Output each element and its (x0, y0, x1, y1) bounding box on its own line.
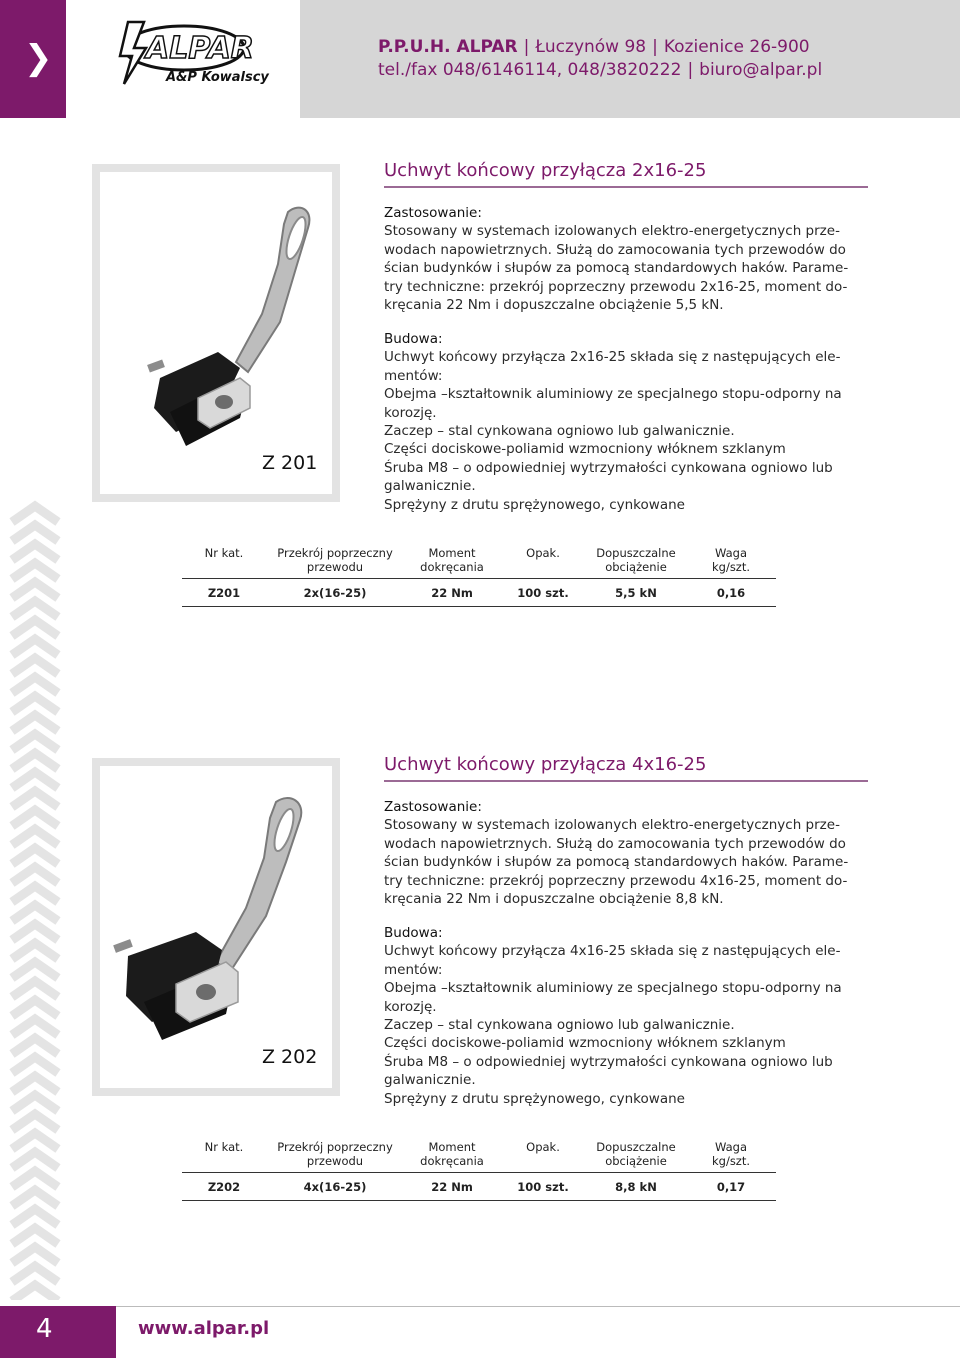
zastosowanie-heading: Zastosowanie: (384, 799, 482, 815)
col-przekroj: Przekrój poprzeczny przewodu (277, 1140, 393, 1168)
company-name: P.P.U.H. ALPAR (378, 37, 518, 57)
zastosowanie-line: Stosowany w systemach izolowanych elektro-energetycznych prze- (384, 817, 840, 834)
product-photo (100, 172, 332, 494)
table-rule (182, 1200, 776, 1201)
budowa-line: Uchwyt końcowy przyłącza 4x16-25 składa się z następujących ele- (384, 943, 841, 960)
budowa-line: mentów: (384, 367, 443, 384)
product-photo (100, 766, 332, 1088)
table-header-row (182, 546, 776, 586)
company-email[interactable]: biuro@alpar.pl (699, 60, 823, 80)
chevron-right-icon: ❯ (24, 38, 53, 78)
footer-url-link[interactable]: www.alpar.pl (138, 1318, 270, 1339)
svg-text:ALPAR: ALPAR (146, 31, 254, 66)
company-address: Łuczynów 98 (535, 37, 647, 57)
company-logo (66, 0, 300, 118)
budowa-line: galwanicznie. (384, 1072, 476, 1089)
cell-opak: 100 szt. (517, 1180, 569, 1194)
budowa-line: Części dociskowe-poliamid wzmocniony włóknem szklanym (384, 441, 786, 458)
zastosowanie-line: Stosowany w systemach izolowanych elektro-energetycznych prze- (384, 223, 840, 240)
col-moment: Moment dokręcania (420, 546, 484, 574)
spec-table (182, 546, 776, 608)
col-obciazenie: Dopuszczalne obciążenie (596, 546, 676, 574)
budowa-line: korozję. (384, 404, 437, 421)
table-rule (182, 606, 776, 607)
chevron-up-icon (12, 1285, 58, 1300)
page-number: 4 (36, 1314, 53, 1344)
page-number-box (0, 1306, 116, 1358)
model-label: Z 202 (262, 1046, 318, 1068)
cell-opak: 100 szt. (517, 586, 569, 600)
cell-przekroj: 2x(16-25) (303, 586, 367, 600)
zastosowanie-line: kręcania 22 Nm i dopuszczalne obciążenie 5,5 kN. (384, 297, 724, 314)
product-title: Uchwyt końcowy przyłącza 4x16-25 (384, 754, 707, 775)
table-header-row (182, 1140, 776, 1180)
logo-subtext: A&P Kowalscy (166, 70, 269, 85)
budowa-heading: Budowa: (384, 925, 443, 941)
budowa-heading: Budowa: (384, 331, 443, 347)
budowa-line: Obejma –kształtownik aluminiowy ze specjalnego stopu-odporny na (384, 386, 842, 403)
company-phone: tel./fax 048/6146114, 048/3820222 (378, 60, 682, 80)
col-waga: Waga kg/szt. (711, 1140, 751, 1168)
budowa-line: Zaczep – stal cynkowana ogniowo lub galwanicznie. (384, 1017, 735, 1034)
budowa-line: korozję. (384, 998, 437, 1015)
cell-obciazenie: 8,8 kN (615, 1180, 657, 1194)
anchor-clamp-image (100, 172, 332, 494)
budowa-line: Obejma –kształtownik aluminiowy ze specjalnego stopu-odporny na (384, 980, 842, 997)
col-moment: Moment dokręcania (420, 1140, 484, 1168)
budowa-line: Zaczep – stal cynkowana ogniowo lub galwanicznie. (384, 423, 735, 440)
budowa-line: Sprężyny z drutu sprężynowego, cynkowane (384, 1090, 685, 1107)
zastosowanie-heading: Zastosowanie: (384, 205, 482, 221)
budowa-section (384, 924, 868, 1108)
cell-waga: 0,17 (716, 1180, 746, 1194)
budowa-line: mentów: (384, 961, 443, 978)
col-obciazenie: Dopuszczalne obciążenie (596, 1140, 676, 1168)
col-opak: Opak. (526, 1140, 560, 1154)
col-opak: Opak. (526, 546, 560, 560)
zastosowanie-line: ścian budynków i słupów za pomocą standardowych haków. Parame- (384, 260, 849, 277)
zastosowanie-line: wodach napowietrznych. Służą do zamocowania tych przewodów do (384, 241, 846, 258)
col-przekroj: Przekrój poprzeczny przewodu (277, 546, 393, 574)
zastosowanie-section (384, 204, 868, 314)
logo-lightning-icon (116, 18, 296, 98)
budowa-line: Części dociskowe-poliamid wzmocniony włóknem szklanym (384, 1035, 786, 1052)
product-title: Uchwyt końcowy przyłącza 2x16-25 (384, 160, 707, 181)
cell-waga: 0,16 (716, 586, 746, 600)
title-underline (384, 186, 868, 188)
table-rule (182, 1172, 776, 1173)
model-label: Z 201 (262, 452, 318, 474)
budowa-line: Sprężyny z drutu sprężynowego, cynkowane (384, 496, 685, 513)
spec-table (182, 1140, 776, 1202)
header-contact-line: tel./fax 048/6146114, 048/3820222 | biuro@alpar.pl (378, 60, 823, 80)
footer-rule (116, 1306, 960, 1307)
zastosowanie-section (384, 798, 868, 908)
zastosowanie-line: ścian budynków i słupów za pomocą standardowych haków. Parame- (384, 854, 849, 871)
zastosowanie-line: try techniczne: przekrój poprzeczny przewodu 4x16-25, moment do- (384, 872, 848, 889)
cell-przekroj: 4x(16-25) (303, 1180, 367, 1194)
budowa-line: galwanicznie. (384, 478, 476, 495)
chevron-strip-decoration (8, 500, 62, 1300)
budowa-section (384, 330, 868, 514)
cell-moment: 22 Nm (431, 586, 473, 600)
col-waga: Waga kg/szt. (711, 546, 751, 574)
zastosowanie-line: kręcania 22 Nm i dopuszczalne obciążenie 8,8 kN. (384, 891, 724, 908)
zastosowanie-line: try techniczne: przekrój poprzeczny przewodu 2x16-25, moment do- (384, 278, 848, 295)
anchor-clamp-image (100, 766, 332, 1088)
col-nr-kat: Nr kat. (204, 546, 244, 560)
cell-moment: 22 Nm (431, 1180, 473, 1194)
cell-nr-kat: Z201 (207, 586, 241, 600)
col-nr-kat: Nr kat. (204, 1140, 244, 1154)
cell-obciazenie: 5,5 kN (615, 586, 657, 600)
budowa-line: Śruba M8 – o odpowiedniej wytrzymałości cynkowana ogniowo lub (384, 459, 833, 476)
table-rule (182, 578, 776, 579)
company-city: Kozienice 26-900 (663, 37, 810, 57)
budowa-line: Uchwyt końcowy przyłącza 2x16-25 składa się z następujących ele- (384, 349, 841, 366)
cell-nr-kat: Z202 (207, 1180, 241, 1194)
zastosowanie-line: wodach napowietrznych. Służą do zamocowania tych przewodów do (384, 835, 846, 852)
header-company-line: P.P.U.H. ALPAR | Łuczynów 98 | Kozienice 26-900 (378, 37, 810, 57)
budowa-line: Śruba M8 – o odpowiedniej wytrzymałości cynkowana ogniowo lub (384, 1053, 833, 1070)
title-underline (384, 780, 868, 782)
